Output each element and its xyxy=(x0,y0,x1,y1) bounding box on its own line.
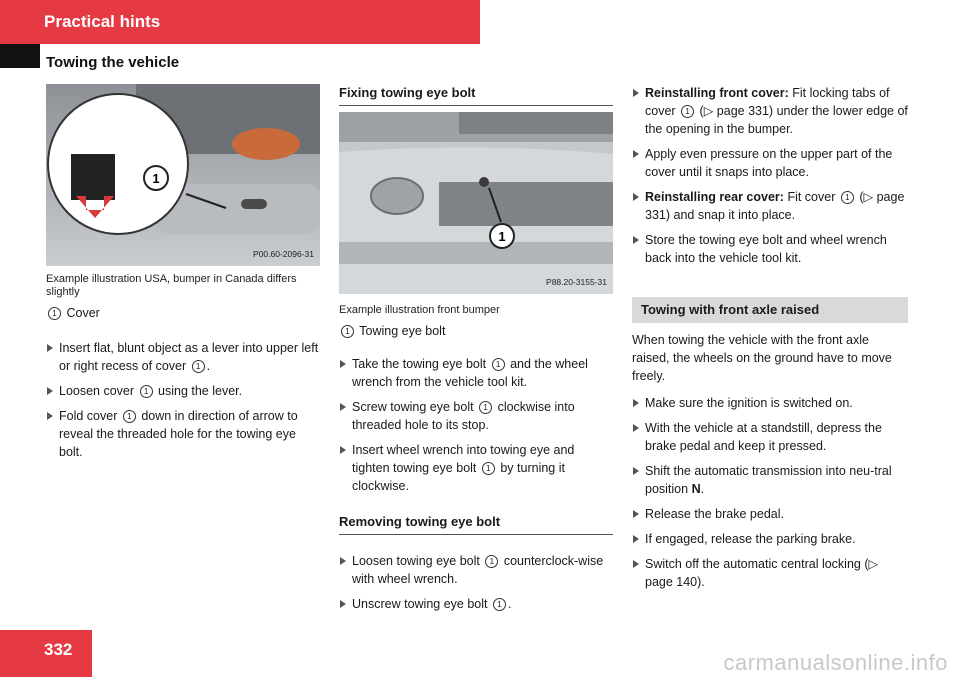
ref-number: 1 xyxy=(192,360,205,373)
watermark: carmanualsonline.info xyxy=(723,650,948,675)
step-item xyxy=(339,355,613,391)
legend-number: 1 xyxy=(341,325,354,338)
step-text: Store the towing eye bolt and wheel wrench back into the vehicle tool kit. xyxy=(645,233,887,265)
step-text: Insert wheel wrench into towing eye and tighten towing eye bolt xyxy=(352,443,575,475)
image-code: P00.60-2096-31 xyxy=(253,249,314,259)
rear-bumper-illustration xyxy=(46,84,320,266)
step-text: Release the brake pedal. xyxy=(645,507,784,521)
step-text: Fold cover xyxy=(59,409,118,423)
step-text: Take the towing eye bolt xyxy=(352,357,487,371)
step-text: Screw towing eye bolt xyxy=(352,400,474,414)
step-item xyxy=(632,555,908,591)
section-tab xyxy=(0,44,40,68)
step-item xyxy=(632,145,908,181)
page-reference: (▷ page 331) and snap it into place. xyxy=(645,190,905,222)
page-number: 332 xyxy=(44,640,73,659)
rear-bumper-photo xyxy=(46,84,320,266)
page-subtitle: Towing the vehicle xyxy=(46,54,180,71)
step-item xyxy=(46,339,322,375)
step-text: Fit cover xyxy=(787,190,836,204)
step-item xyxy=(632,84,908,138)
step-item xyxy=(632,394,908,412)
step-label: Reinstalling front cover: xyxy=(645,86,789,100)
step-item xyxy=(632,462,908,498)
step-item xyxy=(632,231,908,267)
step-text-end: . xyxy=(206,359,211,373)
step-item xyxy=(632,530,908,548)
step-text: Switch off the automatic central locking (▷ page 140). xyxy=(645,557,879,589)
image-caption: Example illustration USA, bumper in Canada differs slightly xyxy=(46,273,297,298)
step-text: Unscrew towing eye bolt xyxy=(352,597,488,611)
step-text: Shift the automatic transmission into neu-tral position xyxy=(645,464,892,496)
step-item xyxy=(339,441,613,495)
step-text-end: clockwise into threaded hole to its stop. xyxy=(352,400,575,432)
paragraph: When towing the vehicle with the front axle raised, the wheels on the ground have to move freely. xyxy=(632,333,892,383)
ref-number: 1 xyxy=(492,358,505,371)
ref-number: 1 xyxy=(681,105,694,118)
step-text: If engaged, release the parking brake. xyxy=(645,532,856,546)
step-text: Make sure the ignition is switched on. xyxy=(645,396,853,410)
step-text-end: counterclock-wise with wheel wrench. xyxy=(352,554,604,586)
step-text: Loosen cover xyxy=(59,384,135,398)
step-item xyxy=(46,382,322,400)
step-item xyxy=(632,188,908,224)
image-code: P88.20-3155-31 xyxy=(546,277,607,287)
front-bumper-illustration xyxy=(339,112,613,294)
ref-number: 1 xyxy=(493,598,506,611)
column-middle xyxy=(339,84,613,613)
section-heading: Fixing towing eye bolt xyxy=(339,84,613,106)
section-title: Practical hints xyxy=(44,12,161,31)
step-item xyxy=(46,407,322,461)
step-text-end: and the wheel wrench from the vehicle tool kit. xyxy=(352,357,588,389)
ref-number: 1 xyxy=(841,191,854,204)
column-right xyxy=(632,84,908,591)
step-label: Reinstalling rear cover: xyxy=(645,190,784,204)
ref-number: 1 xyxy=(140,385,153,398)
step-text: With the vehicle at a standstill, depress the brake pedal and keep it pressed. xyxy=(645,421,882,453)
step-text: Apply even pressure on the upper part of the cover until it snaps into place. xyxy=(645,147,893,179)
step-item xyxy=(339,398,613,434)
ref-number: 1 xyxy=(482,462,495,475)
section-heading: Towing with front axle raised xyxy=(632,297,908,323)
ref-number: 1 xyxy=(123,410,136,423)
section-heading: Removing towing eye bolt xyxy=(339,513,613,535)
legend-label: Towing eye bolt xyxy=(359,324,446,338)
step-text: Fit locking tabs of cover xyxy=(645,86,890,118)
legend-item xyxy=(339,322,613,340)
step-item xyxy=(632,505,908,523)
image-caption: Example illustration front bumper xyxy=(339,304,500,316)
legend-number: 1 xyxy=(48,307,61,320)
step-item xyxy=(339,552,613,588)
step-text: Loosen towing eye bolt xyxy=(352,554,480,568)
legend-label: Cover xyxy=(66,306,100,320)
step-text-end: . xyxy=(700,482,705,496)
svg-text:1: 1 xyxy=(152,171,160,186)
ref-number: 1 xyxy=(479,401,492,414)
step-text-end: down in direction of arrow to reveal the threaded hole for the towing eye bolt. xyxy=(59,409,298,459)
step-text-end: using the lever. xyxy=(158,384,243,398)
svg-text:1: 1 xyxy=(498,229,506,244)
ref-number: 1 xyxy=(485,555,498,568)
step-text-end: . xyxy=(507,597,512,611)
legend-item xyxy=(46,304,322,322)
step-item xyxy=(632,419,908,455)
column-left xyxy=(46,84,322,461)
page-reference: (▷ page 331) under the lower edge of the opening in the bumper. xyxy=(645,104,908,136)
step-text: Insert flat, blunt object as a lever into upper left or right recess of cover xyxy=(59,341,319,373)
front-bumper-photo xyxy=(339,112,613,294)
step-text-end: by turning it clockwise. xyxy=(352,461,565,493)
step-item xyxy=(339,595,613,613)
gear-position: N xyxy=(691,482,701,496)
